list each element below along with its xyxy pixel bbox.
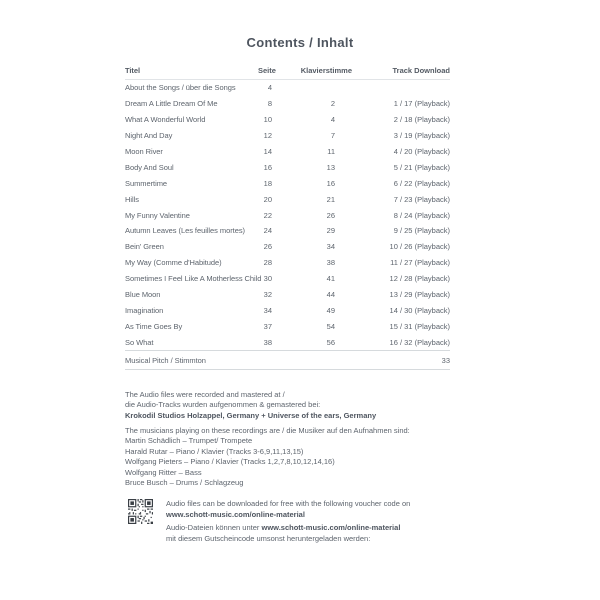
- page-number: 16: [263, 162, 272, 172]
- piano-page-number: 49: [326, 305, 335, 315]
- download-en-line1: Audio files can be downloaded for free with the following voucher code on: [166, 499, 411, 508]
- page-number: 28: [263, 258, 272, 268]
- download-text: [166, 498, 410, 544]
- table-row-musical-pitch: [125, 350, 450, 370]
- page-number: 34: [263, 305, 272, 315]
- download-text-de: [166, 522, 410, 544]
- page-number: 32: [263, 290, 272, 300]
- track-number: 16 / 32 (Playback): [389, 337, 450, 347]
- table-row: [125, 80, 450, 96]
- song-title: What A Wonderful World: [125, 115, 206, 125]
- piano-page-number: 38: [326, 258, 335, 268]
- piano-page-number: 34: [326, 242, 335, 252]
- track-number: 15 / 31 (Playback): [389, 321, 450, 331]
- song-title: Night And Day: [125, 131, 173, 141]
- song-title: My Way (Comme d'Habitude): [125, 258, 222, 268]
- song-title: Sometimes I Feel Like A Motherless Child: [125, 274, 262, 284]
- piano-page-number: 41: [326, 274, 335, 284]
- column-header-titel: Titel: [125, 66, 141, 75]
- page-number: 26: [263, 242, 272, 252]
- download-de-url: www.schott-music.com/online-material: [261, 523, 401, 532]
- musicians-intro: The musicians playing on these recordings are / die Musiker auf den Aufnahmen sind:: [125, 426, 410, 435]
- recording-studios: Krokodil Studios Holzappel, Germany + Universe of the ears, Germany: [125, 410, 377, 420]
- download-de-line2: mit diesem Gutscheincode umsonst heruntergeladen werden:: [166, 534, 371, 543]
- piano-page-number: 26: [326, 210, 335, 220]
- recording-credits: [125, 390, 475, 421]
- piano-page-number: 4: [330, 115, 335, 125]
- page-number: 30: [263, 274, 272, 284]
- track-number: 10 / 26 (Playback): [389, 242, 450, 252]
- page-number: 22: [263, 210, 272, 220]
- page-number: 12: [263, 131, 272, 141]
- table-row: [125, 159, 450, 175]
- page-number: 4: [267, 83, 272, 93]
- track-number: 6 / 22 (Playback): [393, 178, 450, 188]
- recording-line-de: die Audio-Tracks wurden aufgenommen & gemastered bei:: [125, 400, 321, 410]
- table-row: [125, 112, 450, 128]
- song-title: Body And Soul: [125, 162, 174, 172]
- table-row: [125, 175, 450, 191]
- page-number: 37: [263, 321, 272, 331]
- song-title: Summertime: [125, 178, 168, 188]
- table-row: [125, 271, 450, 287]
- piano-page-number: 29: [326, 226, 335, 236]
- page-title: Contents / Inhalt: [246, 35, 354, 50]
- column-header-klavierstimme: Klavierstimme: [300, 66, 352, 75]
- table-row: [125, 318, 450, 334]
- track-number: 7 / 23 (Playback): [393, 194, 450, 204]
- table-body: [125, 80, 450, 350]
- table-row: [125, 334, 450, 350]
- track-number: 2 / 18 (Playback): [393, 115, 450, 125]
- song-title: Imagination: [125, 305, 164, 315]
- song-title: Blue Moon: [125, 290, 161, 300]
- page-number: 8: [267, 99, 272, 109]
- download-text-en: [166, 498, 410, 520]
- song-title: About the Songs / über die Songs: [125, 83, 236, 93]
- piano-page-number: 54: [326, 321, 335, 331]
- musician-line: Wolfgang Pieters – Piano / Klavier (Tracks 1,2,7,8,10,12,14,16): [125, 457, 335, 467]
- piano-page-number: 13: [326, 162, 335, 172]
- musician-line: Bruce Busch – Drums / Schlagzeug: [125, 478, 244, 488]
- track-number: 9 / 25 (Playback): [393, 226, 450, 236]
- page-number: 18: [263, 178, 272, 188]
- download-section: [128, 498, 410, 544]
- track-number: 33: [441, 355, 450, 365]
- page-number: 38: [263, 337, 272, 347]
- page-number: 10: [263, 115, 272, 125]
- musician-line: Martin Schädlich – Trumpet/ Trompete: [125, 436, 253, 446]
- table-row: [125, 96, 450, 112]
- table-row: [125, 128, 450, 144]
- song-title: Bein' Green: [125, 242, 164, 252]
- page-number: 24: [263, 226, 272, 236]
- table-row: [125, 144, 450, 160]
- contents-table: [125, 62, 450, 370]
- download-en-url: www.schott-music.com/online-material: [166, 510, 305, 519]
- page-number: 14: [263, 147, 272, 156]
- table-row: [125, 239, 450, 255]
- table-row: [125, 302, 450, 318]
- track-number: 5 / 21 (Playback): [393, 162, 450, 172]
- track-number: 4 / 20 (Playback): [393, 147, 450, 156]
- table-row: [125, 255, 450, 271]
- table-row: [125, 287, 450, 303]
- download-de-prefix: Audio-Dateien können unter: [166, 523, 262, 532]
- piano-page-number: 7: [330, 131, 335, 141]
- piano-page-number: 44: [326, 290, 335, 300]
- piano-page-number: 21: [326, 194, 335, 204]
- song-title: My Funny Valentine: [125, 210, 190, 220]
- track-number: 1 / 17 (Playback): [393, 99, 450, 109]
- song-title: So What: [125, 337, 154, 347]
- song-title: Moon River: [125, 147, 163, 156]
- table-row: [125, 191, 450, 207]
- table-header-row: [125, 62, 450, 80]
- song-title: Musical Pitch / Stimmton: [125, 355, 206, 365]
- track-number: 11 / 27 (Playback): [390, 258, 450, 268]
- song-title: Dream A Little Dream Of Me: [125, 99, 218, 109]
- piano-page-number: 2: [330, 99, 335, 109]
- musicians-credits: [125, 426, 475, 488]
- piano-page-number: 11: [327, 147, 335, 156]
- column-header-seite: Seite: [258, 66, 276, 75]
- track-number: 8 / 24 (Playback): [393, 210, 450, 220]
- recording-line-en: The Audio files were recorded and mastered at /: [125, 390, 285, 399]
- piano-page-number: 56: [326, 337, 335, 347]
- song-title: Autumn Leaves (Les feuilles mortes): [125, 226, 245, 236]
- track-number: 3 / 19 (Playback): [393, 131, 450, 141]
- song-title: Hills: [125, 194, 139, 204]
- table-row: [125, 223, 450, 239]
- column-header-track-download: Track Download: [392, 66, 450, 75]
- track-number: 13 / 29 (Playback): [389, 290, 450, 300]
- download-de-line1: [166, 522, 410, 533]
- track-number: 12 / 28 (Playback): [389, 274, 450, 284]
- table-row: [125, 207, 450, 223]
- musicians-list: [125, 436, 475, 488]
- track-number: 14 / 30 (Playback): [389, 305, 450, 315]
- musician-line: Wolfgang Ritter – Bass: [125, 467, 202, 477]
- qr-code-icon: [128, 498, 153, 525]
- song-title: As Time Goes By: [125, 321, 183, 331]
- page-number: 20: [263, 194, 272, 204]
- piano-page-number: 16: [326, 178, 335, 188]
- musician-line: Harald Rutar – Piano / Klavier (Tracks 3-6,9,11,13,15): [125, 446, 304, 456]
